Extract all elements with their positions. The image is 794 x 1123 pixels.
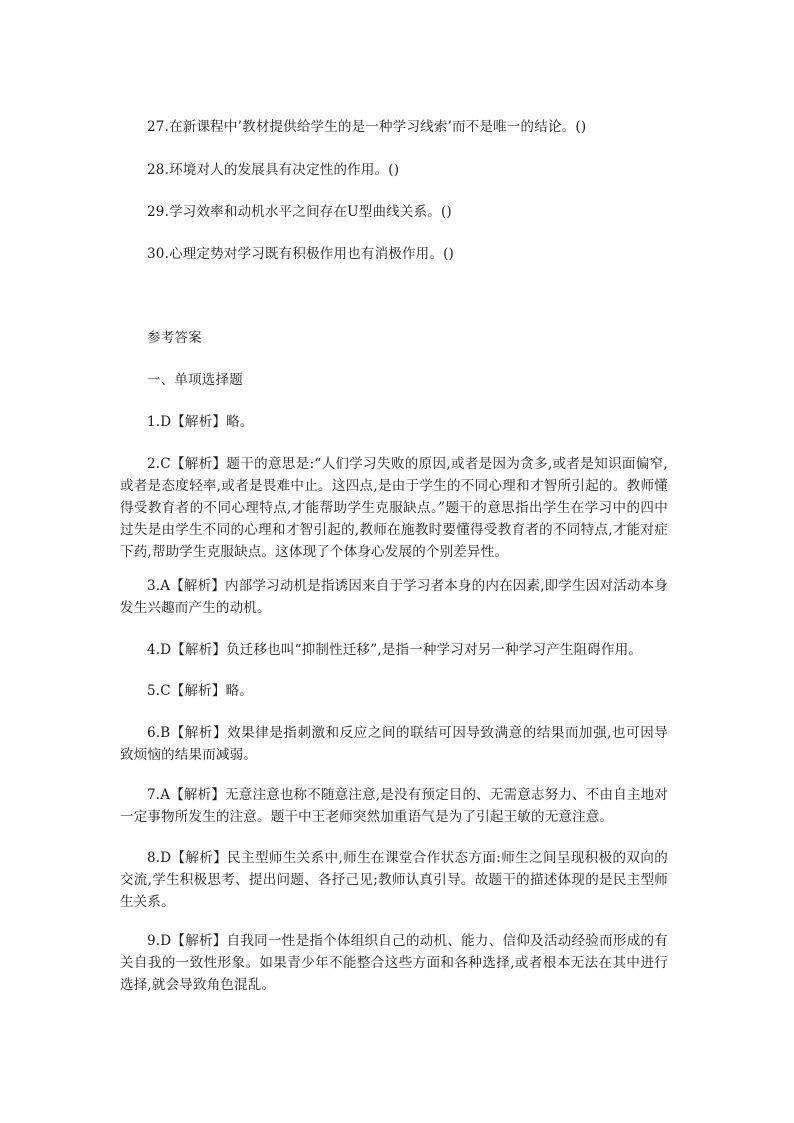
answer-5: 5.C【解析】略。 [147, 683, 254, 699]
answer-2: 2.C【解析】题干的意思是:“人们学习失败的原因,或者是因为贪多,或者是知识面偏窄,或者是态度轻率,或者是畏难中止。这四点,是由于学生的不同心理和才智所引起的。教师懂得受教育者的不同心理特点,才能帮助学生克服缺点。”题干的意思指出学生在学习中的四中过失是由学生不同的心理和才智引起的,教师在施教时要懂得受教育者的不同特点,才能对症下药,帮助学生克服缺点。这体现了个体身心发展的个别差异性。 [120, 456, 668, 560]
answer-1: 1.D【解析】略。 [147, 414, 254, 430]
answers-heading: 参考答案 [147, 330, 202, 346]
question-30: 30.心理定势对学习既有积极作用也有消极作用。() [147, 246, 455, 262]
answer-6: 6.B【解析】效果律是指刺激和反应之间的联结可因导致满意的结果而加强,也可因导致烦恼的结果而减弱。 [120, 725, 668, 763]
answer-8: 8.D【解析】民主型师生关系中,师生在课堂合作状态方面:师生之间呈现积极的双向的交流,学生积极思考、提出问题、各抒己见;教师认真引导。故题干的描述体现的是民主型师生关系。 [120, 850, 668, 910]
question-29: 29.学习效率和动机水平之间存在U型曲线关系。() [147, 204, 452, 220]
answer-4: 4.D【解析】负迁移也叫“抑制性迁移”,是指一种学习对另一种学习产生阻碍作用。 [147, 642, 643, 658]
section-title: 一、单项选择题 [147, 372, 243, 388]
answer-9: 9.D【解析】自我同一性是指个体组织自己的动机、能力、信仰及活动经验而形成的有关自我的一致性形象。如果青少年不能整合这些方面和各种选择,或者根本无法在其中进行选择,就会导致角色混乱。 [120, 933, 668, 993]
answer-3: 3.A【解析】内部学习动机是指诱因来自于学习者本身的内在因素,即学生因对活动本身发生兴趣而产生的动机。 [120, 578, 668, 616]
question-27: 27.在新课程中’教材提供给学生的是一种学习线索’而不是唯一的结论。() [147, 119, 587, 135]
question-28: 28.环境对人的发展具有决定性的作用。() [147, 162, 400, 178]
answer-7: 7.A【解析】无意注意也称不随意注意,是没有预定目的、无需意志努力、不由自主地对一定事物所发生的注意。题干中王老师突然加重语气是为了引起王敏的无意注意。 [120, 787, 668, 825]
